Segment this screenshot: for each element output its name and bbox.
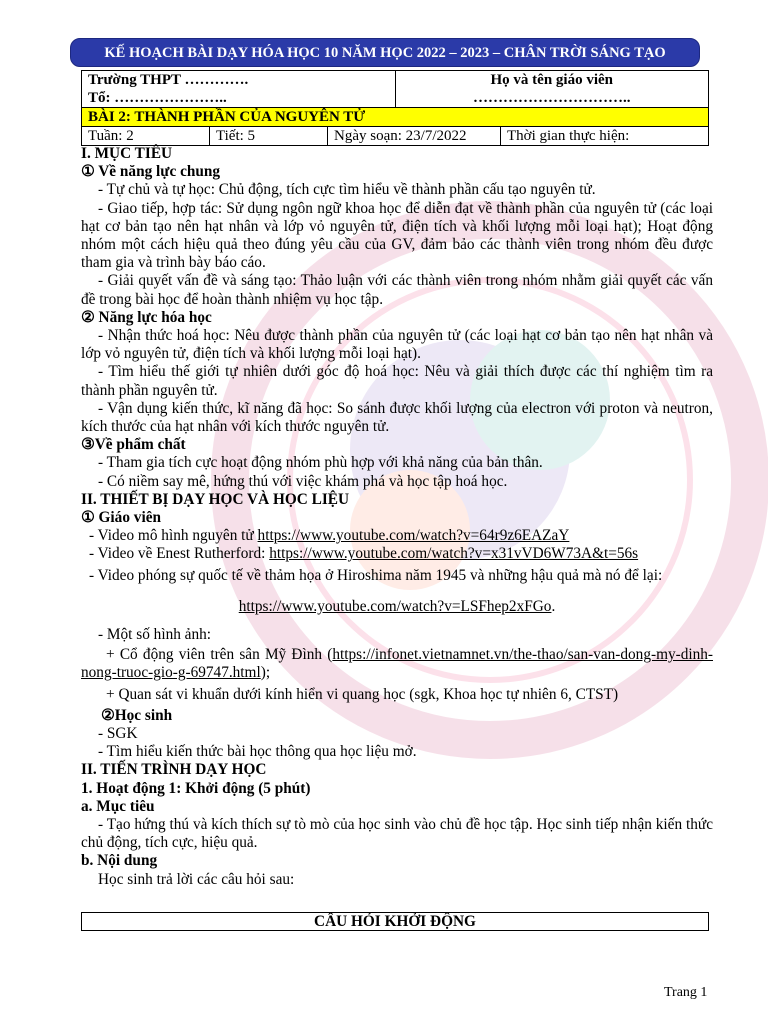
video-item xyxy=(81,545,713,563)
warmup-questions-box: CÂU HỎI KHỞI ĐỘNG xyxy=(81,912,709,931)
video-link[interactable]: https://www.youtube.com/watch?v=LSFhep2xFGo xyxy=(238,597,552,615)
paragraph: - Giải quyết vấn đề và sáng tạo: Thảo luận với các thành viên trong nhóm nhằm giải quyết các vấn đề trong bài học để hoàn thành nhiệm vụ học tập. xyxy=(81,272,713,308)
heading-general-competence: ① Về năng lực chung xyxy=(81,163,221,181)
objective-title: a. Mục tiêu xyxy=(81,797,155,815)
teacher-cell xyxy=(395,71,709,108)
punctuation: . xyxy=(551,597,556,615)
video-link[interactable]: https://www.youtube.com/watch?v=64r9z6EAZaY xyxy=(257,527,570,545)
video-link[interactable]: https://www.youtube.com/watch?v=x31vVD6W73A&t=56s xyxy=(269,545,639,563)
paragraph: - Tìm hiểu thế giới tự nhiên dưới góc độ hoá học: Nêu và giải thích được các thí nghiệm tìm ra thành phần nguyên tử. xyxy=(81,363,713,399)
period-cell: Tiết: 5 xyxy=(210,127,328,146)
video-item xyxy=(81,527,713,545)
paragraph: - Giao tiếp, hợp tác: Sử dụng ngôn ngữ khoa học để diễn đạt về thành phần của nguyên tử (các loại hạt cơ bản tạo nên hạt nhân và lớp vỏ nguyên tử, điện tích và khối lượng mỗi loại hạt); Hoạt động nhóm một cách hiệu quả theo đúng yêu cầu của GV, đảm bảo các thành viên trong nhóm đều được tham gia và trình bày báo cáo. xyxy=(81,199,713,272)
image-link[interactable]: https://infonet.vietnamnet.vn/the-thao/san-van-dong-my-dinh-nong-truoc-gio-g-69747.html xyxy=(81,646,713,682)
paragraph: - Tìm hiểu kiến thức bài học thông qua học liệu mở. xyxy=(98,743,417,761)
paragraph: Học sinh trả lời các câu hỏi sau: xyxy=(98,870,295,888)
week-cell: Tuần: 2 xyxy=(82,127,210,146)
date-cell: Ngày soạn: 23/7/2022 xyxy=(328,127,501,146)
document-banner: KẾ HOẠCH BÀI DẠY HÓA HỌC 10 NĂM HỌC 2022 – 2023 – CHÂN TRỜI SÁNG TẠO xyxy=(70,38,700,67)
heading-qualities: ③Về phẩm chất xyxy=(81,436,186,454)
paragraph: - Vận dụng kiến thức, kĩ năng đã học: So sánh được khối lượng của electron với proton và neutron, kích thước của hạt nhân với kích thước nguyên tử. xyxy=(81,399,713,436)
paragraph: - SGK xyxy=(98,724,138,742)
paragraph: - Tự chủ và tự học: Chủ động, tích cực tìm hiểu về thành phần cấu tạo nguyên tử. xyxy=(98,181,596,199)
section-2-title: II. THIẾT BỊ DẠY HỌC VÀ HỌC LIỆU xyxy=(81,490,350,508)
group-name: Tổ: ………………….. xyxy=(88,90,227,106)
section-1-title: I. MỤC TIÊU xyxy=(81,145,173,162)
heading-teacher: ① Giáo viên xyxy=(81,509,162,527)
paragraph: - Tạo hứng thú và kích thích sự tò mò của học sinh vào chủ đề học tập. Học sinh tiếp nhận kiến thức chủ động, tích cực, hiệu quả. xyxy=(81,815,713,852)
lesson-title: BÀI 2: THÀNH PHẦN CỦA NGUYÊN TỬ xyxy=(82,108,709,127)
info-table xyxy=(81,126,709,146)
video-item: - Video phóng sự quốc tế về thảm họa ở Hiroshima năm 1945 và những hậu quả mà nó để lại: xyxy=(89,566,663,584)
video-item xyxy=(81,598,713,616)
section-3-title: II. TIẾN TRÌNH DẠY HỌC xyxy=(81,761,267,779)
content-title: b. Nội dung xyxy=(81,852,158,870)
image-item xyxy=(81,646,713,682)
video-label: - Video mô hình nguyên tử xyxy=(89,527,258,545)
document-body xyxy=(81,145,713,889)
paragraph: - Nhận thức hoá học: Nêu được thành phần của nguyên tử (các loại hạt cơ bản tạo nên hạt nhân và lớp vỏ nguyên tử, điện tích và khối lượng mỗi loại hạt). xyxy=(81,327,713,363)
time-cell: Thời gian thực hiện: xyxy=(501,127,709,146)
page-number: Trang 1 xyxy=(664,985,708,1000)
image-label: + Cổ động viên trên sân Mỹ Đình ( xyxy=(106,646,333,664)
school-name: Trường THPT …………. xyxy=(88,72,249,88)
header-table xyxy=(81,70,709,127)
teacher-dots: ………………………….. xyxy=(473,90,631,106)
images-title: - Một số hình ảnh: xyxy=(98,625,212,643)
video-label: - Video về Enest Rutherford: xyxy=(89,545,270,563)
heading-chemistry-competence: ② Năng lực hóa học xyxy=(81,308,212,326)
image-item: + Quan sát vi khuẩn dưới kính hiển vi quang học (sgk, Khoa học tự nhiên 6, CTST) xyxy=(106,686,619,704)
punctuation: ); xyxy=(260,664,271,682)
activity-1-title: 1. Hoạt động 1: Khởi động (5 phút) xyxy=(81,779,311,797)
heading-student: ②Học sinh xyxy=(101,706,173,724)
school-cell xyxy=(82,71,396,108)
paragraph: - Có niềm say mê, hứng thú với việc khám phá và học tập hoá học. xyxy=(98,472,508,490)
paragraph: - Tham gia tích cực hoạt động nhóm phù hợp với khả năng của bản thân. xyxy=(98,454,543,472)
teacher-label: Họ và tên giáo viên xyxy=(490,72,613,88)
